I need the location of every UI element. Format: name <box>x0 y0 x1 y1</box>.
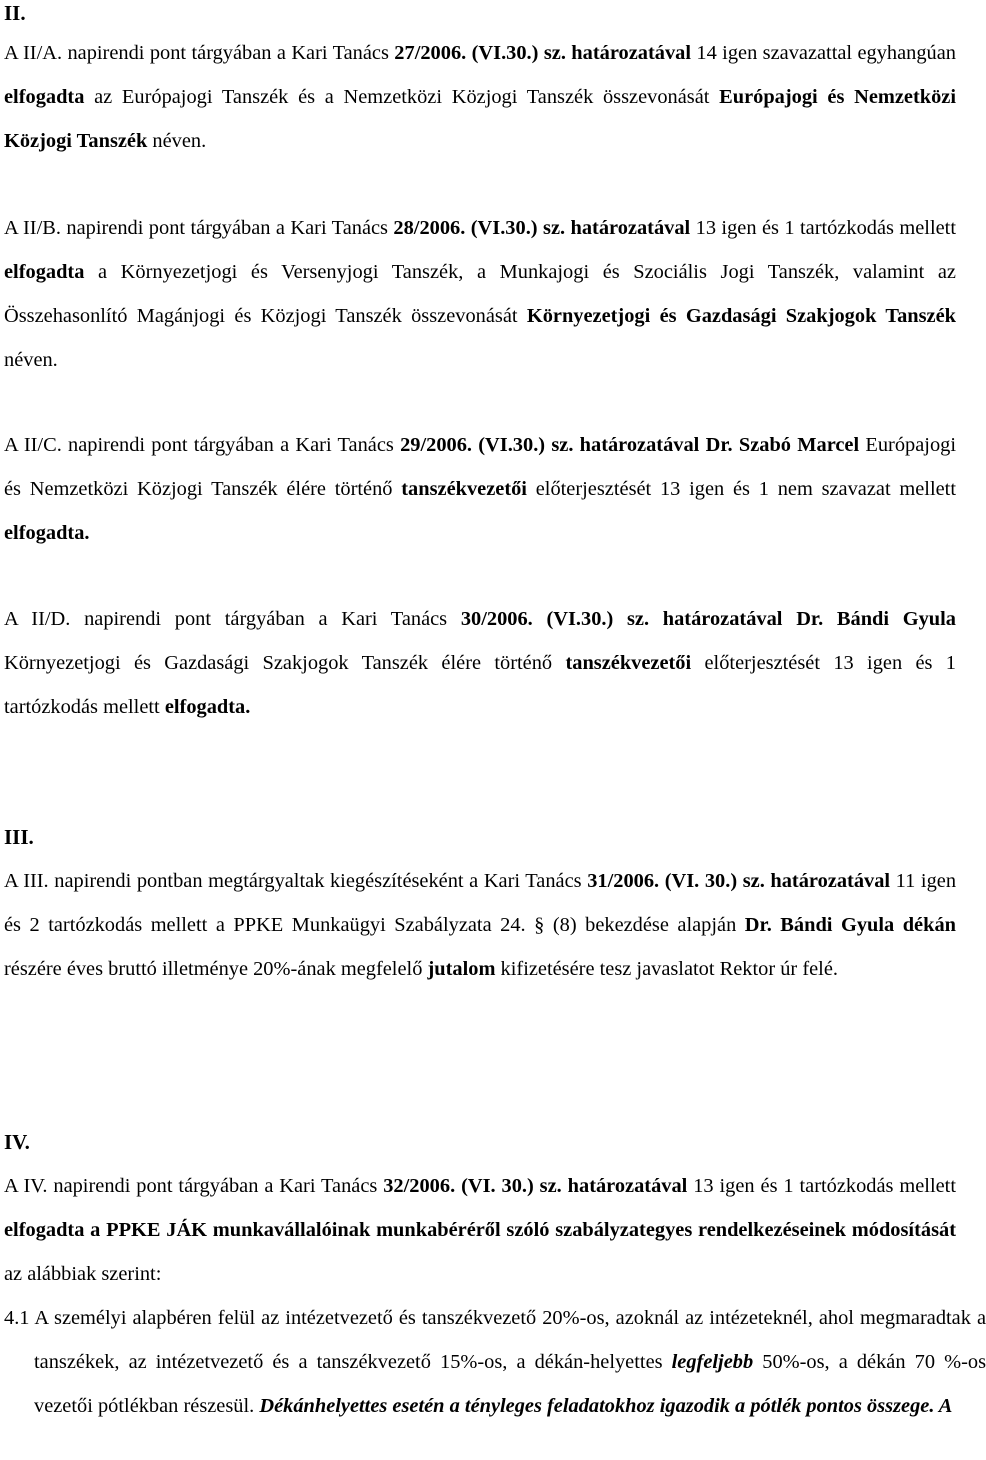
resolution-number: 29/2006. (VI.30.) sz. határozatával <box>400 434 700 456</box>
resolution-number: 31/2006. (VI. 30.) sz. határozatával <box>587 870 891 892</box>
text-run: néven. <box>147 130 207 152</box>
text-run: 50%-os, a dékán 70 %-os vezetői pótlékban részesül. <box>34 1351 986 1417</box>
text-run: részére éves bruttó illetménye 20%-ának megfelelő <box>4 958 428 980</box>
paragraph-iv <box>4 1164 956 1296</box>
text-run: Európajogi és Nemzetközi Közjogi Tanszék élére történő <box>4 434 956 500</box>
text-run: az Európajogi Tanszék és a Nemzetközi Közjogi Tanszék összevonását <box>84 86 720 108</box>
resolution-number: 28/2006. (VI.30.) sz. határozatával <box>393 217 691 239</box>
text-run: 13 igen és 1 tartózkodás mellett <box>690 217 957 239</box>
text-run: előterjesztését 13 igen és 1 nem szavazat mellett <box>526 478 956 500</box>
decision-word: elfogadta <box>4 86 85 108</box>
text-run: A II/A. napirendi pont tárgyában a Kari Tanács <box>4 42 395 64</box>
emphasis-text: legfeljebb <box>671 1351 754 1373</box>
paragraph-ii-b <box>4 206 956 382</box>
text-run: néven. <box>4 349 58 371</box>
department-name: Környezetjogi és Gazdasági Szakjogok Tanszék <box>526 305 956 327</box>
person-name: Dr. Szabó Marcel <box>705 434 860 456</box>
reward-word: jutalom <box>427 958 496 980</box>
text-run: A II/B. napirendi pont tárgyában a Kari Tanács <box>4 217 394 239</box>
section-heading-iii: III. <box>4 825 34 849</box>
emphasis-text: Dékánhelyettes esetén a tényleges feladatokhoz igazodik a pótlék pontos összege. A <box>259 1395 953 1417</box>
position-word: tanszékvezetői <box>565 652 692 674</box>
resolution-number: 30/2006. (VI.30.) sz. határozatával <box>460 608 783 630</box>
decision-word: elfogadta. <box>164 696 251 718</box>
department-name: Európajogi és Nemzetközi Közjogi Tanszék <box>4 86 957 152</box>
text-run: előterjesztését 13 igen és 1 tartózkodás mellett <box>4 652 957 718</box>
decision-text: elfogadta a PPKE JÁK munkavállalóinak munkabéréről szóló szabályzategyes rendelkezéseinek módosítását <box>4 1219 956 1241</box>
section-heading-ii: II. <box>4 1 26 25</box>
position-word: tanszékvezetői <box>401 478 527 500</box>
list-item-4-1 <box>4 1296 986 1428</box>
text-run: A II/C. napirendi pont tárgyában a Kari Tanács <box>4 434 401 456</box>
resolution-number: 27/2006. (VI.30.) sz. határozatával <box>394 42 691 64</box>
section-heading-iv: IV. <box>4 1130 30 1154</box>
text-run <box>782 608 796 630</box>
paragraph-ii-d <box>4 597 956 729</box>
decision-word: elfogadta. <box>4 522 90 544</box>
text-run: kifizetésére tesz javaslatot Rektor úr felé. <box>495 958 838 980</box>
decision-word: elfogadta <box>4 261 85 283</box>
text-run: 13 igen és 1 tartózkodás mellett <box>687 1175 956 1197</box>
paragraph-ii-a <box>4 31 956 163</box>
paragraph-ii-c <box>4 423 956 555</box>
text-run: 14 igen szavazattal egyhangúan <box>691 42 957 64</box>
resolution-number: 32/2006. (VI. 30.) sz. határozatával <box>383 1175 688 1197</box>
person-name: Dr. Bándi Gyula <box>796 608 956 630</box>
text-run: az alábbiak szerint: <box>4 1263 162 1285</box>
person-name: Dr. Bándi Gyula dékán <box>744 914 956 936</box>
text-run: 4.1 A személyi alapbéren felül az intézetvezető és tanszékvezető 20%-os, azoknál az intézeteknél, ahol megmaradtak a tanszékek, az intézetvezető és a tanszékvezető 15%-os, a dékán-helyettes <box>4 1307 986 1373</box>
text-run: 11 igen és 2 tartózkodás mellett a PPKE Munkaügyi Szabályzata 24. § (8) bekezdése alapján <box>4 870 957 936</box>
text-run: a Környezetjogi és Versenyjogi Tanszék, a Munkajogi és Szociális Jogi Tanszék, valamint az Összehasonlító Magánjogi és Közjogi Tanszék összevonását <box>4 261 956 327</box>
paragraph-iii <box>4 859 956 991</box>
text-run: A IV. napirendi pont tárgyában a Kari Tanács <box>4 1175 384 1197</box>
text-run: Környezetjogi és Gazdasági Szakjogok Tanszék élére történő <box>4 652 566 674</box>
text-run: A II/D. napirendi pont tárgyában a Kari Tanács <box>4 608 461 630</box>
text-run: A III. napirendi pontban megtárgyaltak kiegészítéseként a Kari Tanács <box>4 870 588 892</box>
